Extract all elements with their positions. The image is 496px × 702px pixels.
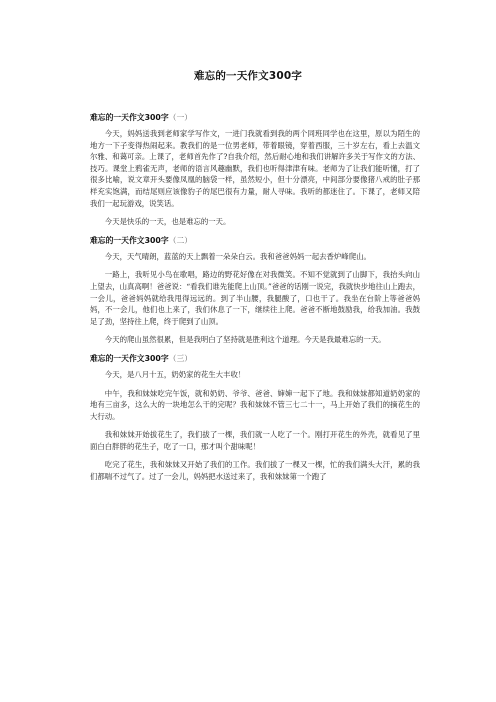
paragraph: 今天，天气晴朗，蓝蓝的天上飘着一朵朵白云。我和爸爸妈妈一起去香炉峰爬山。 <box>104 251 371 261</box>
paragraph: 今天，是八月十五，奶奶家的花生大丰收！ <box>104 369 246 379</box>
paragraph: 一路上，我听见小鸟在歌唱，路边的野花好像在对我微笑。不知不觉就到了山脚下，我抬头向山上望去，山真高啊！爸爸说：“看我们谁先能爬上山顶。”爸爸的话刚一说完，我就快步地往山上跑去，一会儿，爸爸妈妈就给我甩得远远的。到了半山腰，我腿酸了，口也干了。我坐在台阶上等爸爸妈妈，不一会儿，他们也上来了，我们休息了一下，继续往上爬。爸爸不断地鼓励我，给我加油。我鼓足了劲，坚持往上爬，终于爬到了山顶。 <box>90 270 420 326</box>
section-heading-2 <box>90 235 420 246</box>
document-body <box>90 112 420 490</box>
section-heading-number: （三） <box>168 353 193 363</box>
section-heading-3 <box>90 353 420 364</box>
document-title: 难忘的一天作文300字 <box>193 70 303 82</box>
paragraph: 今天的爬山虽然很累，但是我明白了坚持就是胜利这个道理。今天是我最难忘的一天。 <box>104 335 386 345</box>
section-heading-number: （二） <box>168 235 193 245</box>
paragraph: 今天，妈妈送我到老师家学写作文，一进门我就看到我的两个同班同学也在这里，原以为陌生的地方一下子变得热闹起来。教我们的是一位男老师，带着眼镜，穿着西服，三十岁左右，看上去温文尔雅、和蔼可亲。上课了，老师首先作了?自我介绍，然后耐心地和我们讲解许多关于写作文的方法、技巧。课堂上鸦雀无声，老师的语言风趣幽默，我们也听得津津有味。老师为了让我们能听懂，打了很多比喻，说文章开头要像凤凰的脑袋一样，虽然短小，但十分漂亮，中间部分要像猪八戒的肚子那样充实饱满，而结尾则应该像豹子的尾巴很有力量，耐人寻味。我听的都迷住了。下课了，老师又陪我们一起玩游戏，说笑话。 <box>90 129 420 208</box>
paragraph: 我和妹妹开始拔花生了，我们拔了一棵，我们就一人吃了一个。刚打开花生的外壳，就看见了里面白白胖胖的花生子，吃了一口，那才叫个甜味呢！ <box>90 430 420 451</box>
section-heading-number: （一） <box>168 113 193 122</box>
paragraph: 吃完了花生，我和妹妹又开始了我们的工作。我们拔了一棵又一棵，忙的我们满头大汗，累的我们都喘不过气了。过了一会儿，妈妈把水送过来了，我和妹妹第一个跑了 <box>90 460 420 482</box>
paragraph: 中午，我和妹妹吃完午饭，就和奶奶、爷爷、爸爸、婶婶一起下了地。我和妹妹都知道奶奶家的地有三亩多，这么大的一块地怎么干的完呢？我和妹妹不管三七二十一，马上开始了我们的摘花生的大行动。 <box>90 388 420 421</box>
section-heading-text: 难忘的一天作文300字 <box>90 113 169 122</box>
section-heading-text: 难忘的一天作文300字 <box>90 353 169 363</box>
section-heading-1 <box>90 112 420 123</box>
section-heading-text: 难忘的一天作文300字 <box>90 235 169 245</box>
paragraph: 今天是快乐的一天，也是难忘的一天。 <box>104 217 231 227</box>
